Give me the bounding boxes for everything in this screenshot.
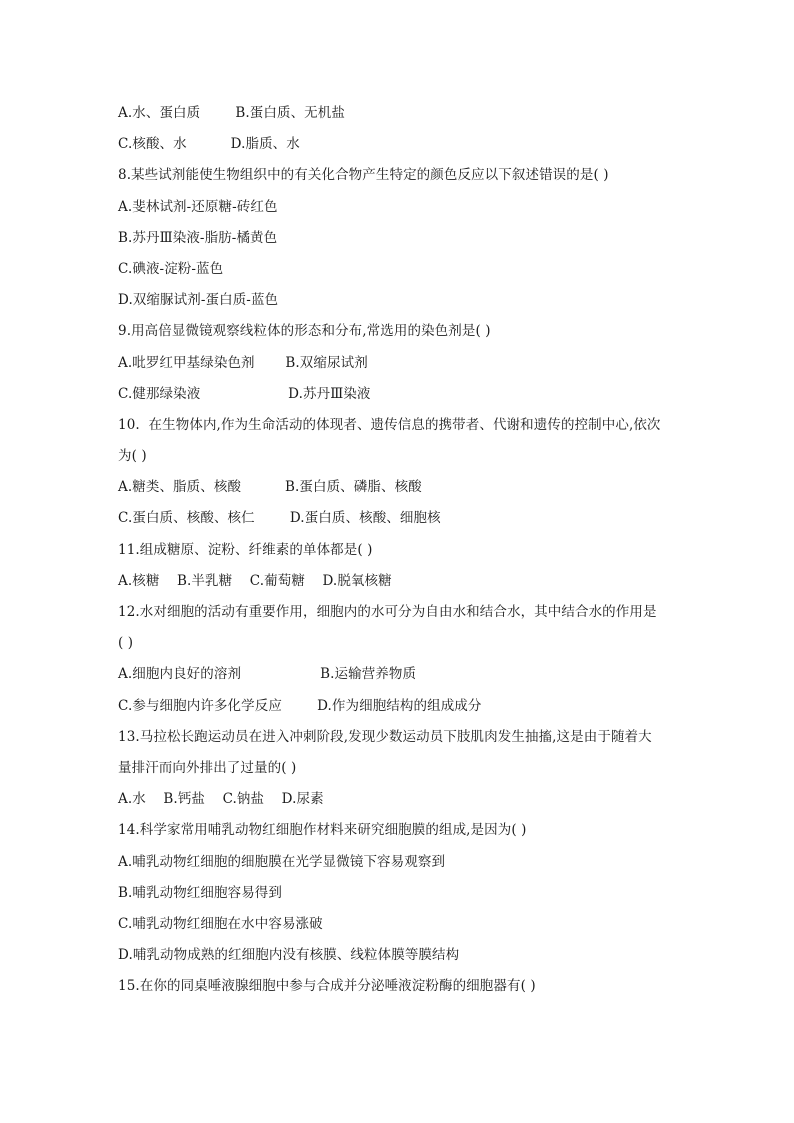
question-14: 14.科学家常用哺乳动物红细胞作材料来研究细胞膜的组成,是因为( ): [118, 822, 527, 839]
option-line-q12-ab: A.细胞内良好的溶剂 B.运输营养物质: [118, 666, 417, 683]
option-line-q9-cd: C.健那绿染液 D.苏丹Ⅲ染液: [118, 385, 371, 402]
option-line-q8-c: C.碘液-淀粉-蓝色: [118, 260, 224, 277]
question-12-continued: ( ): [118, 635, 134, 652]
option-line-q14-a: A.哺乳动物红细胞的细胞膜在光学显微镜下容易观察到: [118, 853, 446, 870]
question-13-continued: 量排汗而向外排出了过量的( ): [118, 759, 297, 776]
option-line-q12-cd: C.参与细胞内许多化学反应 D.作为细胞结构的组成成分: [118, 697, 482, 714]
question-13: 13.马拉松长跑运动员在进入冲刺阶段,发现少数运动员下肢肌肉发生抽搐,这是由于随着大: [118, 728, 652, 745]
option-line-q14-c: C.哺乳动物红细胞在水中容易涨破: [118, 915, 323, 932]
option-line-q14-d: D.哺乳动物成熟的红细胞内没有核膜、线粒体膜等膜结构: [118, 947, 460, 964]
question-11: 11.组成糖原、淀粉、纤维素的单体都是( ): [118, 541, 373, 558]
question-10: 10. 在生物体内,作为生命活动的体现者、遗传信息的携带者、代谢和遗传的控制中心,依次: [118, 416, 661, 433]
question-12: 12.水对细胞的活动有重要作用，细胞内的水可分为自由水和结合水，其中结合水的作用是: [118, 604, 657, 620]
option-line-q13: A.水 B.钙盐 C.钠盐 D.尿素: [118, 791, 324, 808]
option-line-q7-cd: C.核酸、水 D.脂质、水: [118, 136, 300, 153]
option-line-q8-d: D.双缩脲试剂-蛋白质-蓝色: [118, 292, 279, 309]
option-line-q10-ab: A.糖类、脂质、核酸 B.蛋白质、磷脂、核酸: [118, 479, 422, 496]
option-line-q14-b: B.哺乳动物红细胞容易得到: [118, 884, 283, 901]
option-line-q8-a: A.斐林试剂-还原糖-砖红色: [118, 198, 278, 215]
option-line-q7-ab: A.水、蛋白质 B.蛋白质、无机盐: [118, 105, 345, 121]
option-line-q9-ab: A.吡罗红甲基绿染色剂 B.双缩尿试剂: [118, 354, 368, 371]
question-15: 15.在你的同桌唾液腺细胞中参与合成并分泌唾液淀粉酶的细胞器有( ): [118, 978, 536, 995]
option-line-q10-cd: C.蛋白质、核酸、核仁 D.蛋白质、核酸、细胞核: [118, 510, 441, 527]
document-page: [118, 98, 678, 1002]
question-9: 9.用高倍显微镜观察线粒体的形态和分布,常选用的染色剂是( ): [118, 323, 491, 340]
question-10-continued: 为( ): [118, 448, 147, 465]
option-line-q11: A.核糖 B.半乳糖 C.葡萄糖 D.脱氧核糖: [118, 572, 392, 589]
question-8: 8.某些试剂能使生物组织中的有关化合物产生特定的颜色反应以下叙述错误的是( ): [118, 167, 609, 184]
option-line-q8-b: B.苏丹Ⅲ染液-脂肪-橘黄色: [118, 229, 278, 246]
